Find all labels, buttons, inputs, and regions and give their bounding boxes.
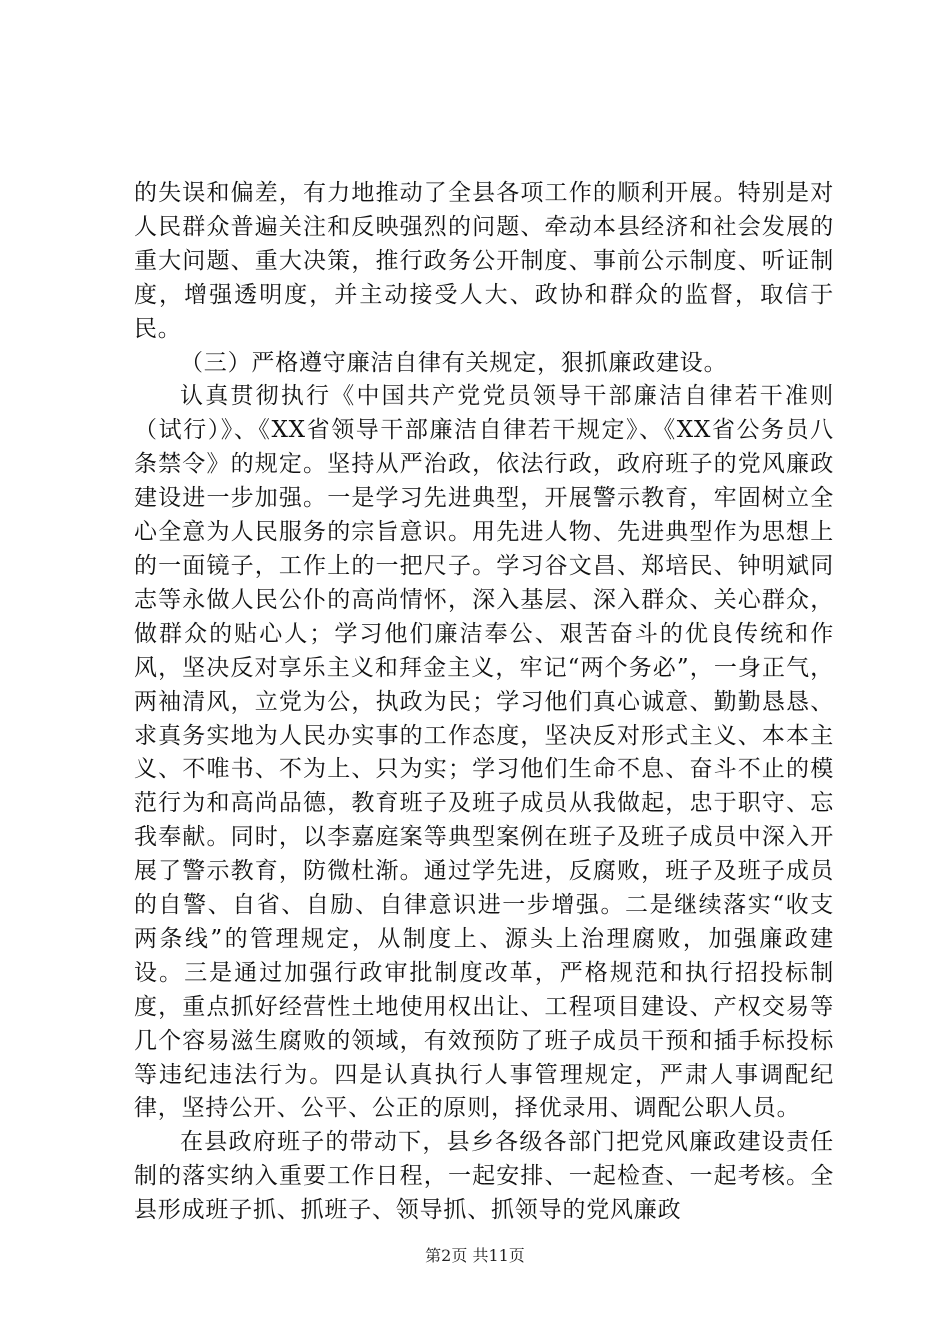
paragraph-1: 的失误和偏差，有力地推动了全县各项工作的顺利开展。特别是对人民群众普遍关注和反映强烈的问题、牵动本县经济和社会发展的重大问题、重大决策，推行政务公开制度、事前公示制度、听证制度，增强透明度，并主动接受人大、政协和群众的监督，取信于民。 bbox=[134, 180, 834, 342]
paragraph-2: 认真贯彻执行《中国共产党党员领导干部廉洁自律若干准则（试行）》、《XX省领导干部廉洁自律若干规定》、《XX省公务员八条禁令》的规定。坚持从严治政，依法行政，政府班子的党风廉政建设进一步加强。一是学习先进典型，开展警示教育，牢固树立全心全意为人民服务的宗旨意识。用先进人物、先进典型作为思想上的一面镜子，工作上的一把尺子。学习谷文昌、郑培民、钟明斌同志等永做人民公仆的高尚情怀，深入基层、深入群众、关心群众，做群众的贴心人；学习他们廉洁奉公、艰苦奋斗的优良传统和作风，坚决反对享乐主义和拜金主义，牢记“两个务必”，一身正气，两袖清风，立党为公，执政为民；学习他们真心诚意、勤勤恳恳、求真务实地为人民办实事的工作态度，坚决反对形式主义、本本主义、不唯书、不为上、只为实；学习他们生命不息、奋斗不止的模范行为和高尚品德，教育班子及班子成员从我做起，忠于职守、忘我奉献。同时，以李嘉庭案等典型案例在班子及班子成员中深入开展了警示教育，防微杜渐。通过学先进，反腐败，班子及班子成员的自警、自省、自励、自律意识进一步增强。二是继续落实“收支两条线”的管理规定，从制度上、源头上治理腐败，加强廉政建设。三是通过加强行政审批制度改革，严格规范和执行招投标制度，重点抓好经营性土地使用权出让、工程项目建设、产权交易等几个容易滋生腐败的领域，有效预防了班子成员干预和插手标投标等违纪违法行为。四是认真执行人事管理规定，严肃人事调配纪律，坚持公开、公平、公正的原则，择优录用、调配公职人员。 bbox=[134, 383, 834, 1122]
page-number-footer: 第2页 共11页 bbox=[425, 1246, 525, 1265]
section-heading: （三）严格遵守廉洁自律有关规定，狠抓廉政建设。 bbox=[180, 349, 728, 376]
paragraph-3: 在县政府班子的带动下，县乡各级各部门把党风廉政建设责任制的落实纳入重要工作日程，一起安排、一起检查、一起考核。全县形成班子抓、抓班子、领导抓、抓领导的党风廉政 bbox=[134, 1129, 834, 1224]
body-text bbox=[134, 177, 834, 1228]
